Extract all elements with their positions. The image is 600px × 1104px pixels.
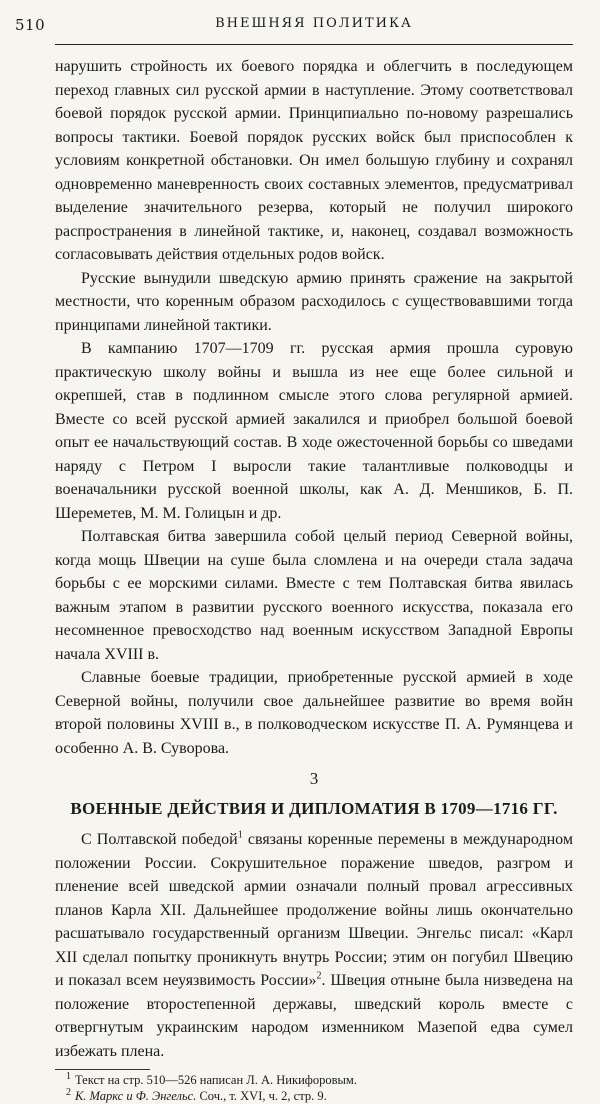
footnote: $^1$ Текст на стр. 510—526 написан Л. А. Никифоровым. — [66, 1070, 357, 1087]
footnote-ref[interactable]: 1 — [237, 829, 243, 841]
book-page — [15, 14, 574, 1104]
paragraph: В кампанию 1707—1709 гг. русская армия прошла суровую практическую школу войны и вышла из нее еще более сильной и окрепшей, став в подлинном смысле этого слова регулярной армией. Вместе со всей русской армией закалился и приобрел большой боевой опыт ее начальствующий состав. В ходе ожесточенной борьбы со шведами наряду с Петром I выросли такие талантливые полководцы и военачальники русской военной школы, как А. Д. Меншиков, Б. П. Шереметев, М. М. Голицын и др. — [55, 340, 573, 522]
footnote-ref[interactable]: 2 — [316, 970, 322, 982]
paragraph: Русские вынудили шведскую армию принять сражение на закрытой местности, что коренным образом расходилось с существовавшими тогда принципами линейной тактики. — [55, 269, 573, 334]
paragraph-text: С Полтавской победой — [81, 831, 238, 848]
paragraph: Полтавская битва завершила собой целый период Северной войны, когда мощь Швеции на суше была сломлена и на очереди стала задача борьбы с ее морскими силами. Вместе с тем Полтавская битва явилась важным этапом в развитии русского военного искусства, показала его несомненное превосходство над военным искусством Западной Европы начала XVIII в. — [55, 528, 573, 663]
page-header — [15, 14, 573, 45]
footnotes — [55, 1069, 357, 1104]
paragraph: нарушить стройность их боевого порядка и облегчить в последующем переход главных сил русской армии в наступление. Этому соответствовал боевой порядок русской армии. Принципиально по-новому разрешались вопросы тактики. Боевой порядок русских войск был приспособлен к условиям конкретной обстановки. Он имел большую глубину и сохранял одновременно маневренность своих составных элементов, предусматривал выделение значительного резерва, который не получил широкого распространения в линейной тактике, и, наконец, создавал возможность согласовывать действия отдельных родов войск. — [55, 58, 573, 263]
footnote: $^2$ К. Маркс и Ф. Энгельс. Соч., т. XVI, ч. 2, стр. 9. — [66, 1086, 327, 1103]
footnote-authors: К. Маркс и Ф. Энгельс. — [75, 1089, 197, 1103]
footnote-text: Текст на стр. 510—526 написан Л. А. Никифоровым. — [75, 1073, 357, 1087]
page-body — [55, 55, 573, 1063]
paragraph-text: . Швеция отныне была низведена на положение второстепенной державы, шведский король вместе с отвергнутым украинским народом изменником Мазепой едва сумел избежать плена. — [55, 972, 574, 1060]
running-title: ВНЕШНЯЯ ПОЛИТИКА — [215, 16, 413, 31]
paragraph: Славные боевые традиции, приобретенные русской армией в ходе Северной войны, получили свое дальнейшее развитие во время войн второй половины XVIII в., в полководческом искусстве П. А. Румянцева и особенно А. В. Суворова. — [55, 669, 573, 757]
section-title: ВОЕННЫЕ ДЕЙСТВИЯ И ДИПЛОМАТИЯ В 1709—1716 ГГ. — [70, 799, 558, 818]
footnote-text: Соч., т. XVI, ч. 2, стр. 9. — [196, 1089, 327, 1103]
section-number: 3 — [309, 769, 319, 788]
paragraph — [55, 828, 573, 1063]
paragraph-text: связаны коренные перемены в международном положении России. Сокрушительное поражение шведов, разгром и пленение всей шведской армии означали полный провал агрессивных планов Карла XII. Дальнейшее продолжение войны лишь окончательно расшатывало государственный организм Швеции. Энгельс писал: «Карл XII сделал попытку проникнуть внутрь России; этим он погубил Швецию и показал всем неуязвимость России» — [55, 831, 573, 989]
page-number: 510 — [15, 16, 46, 34]
